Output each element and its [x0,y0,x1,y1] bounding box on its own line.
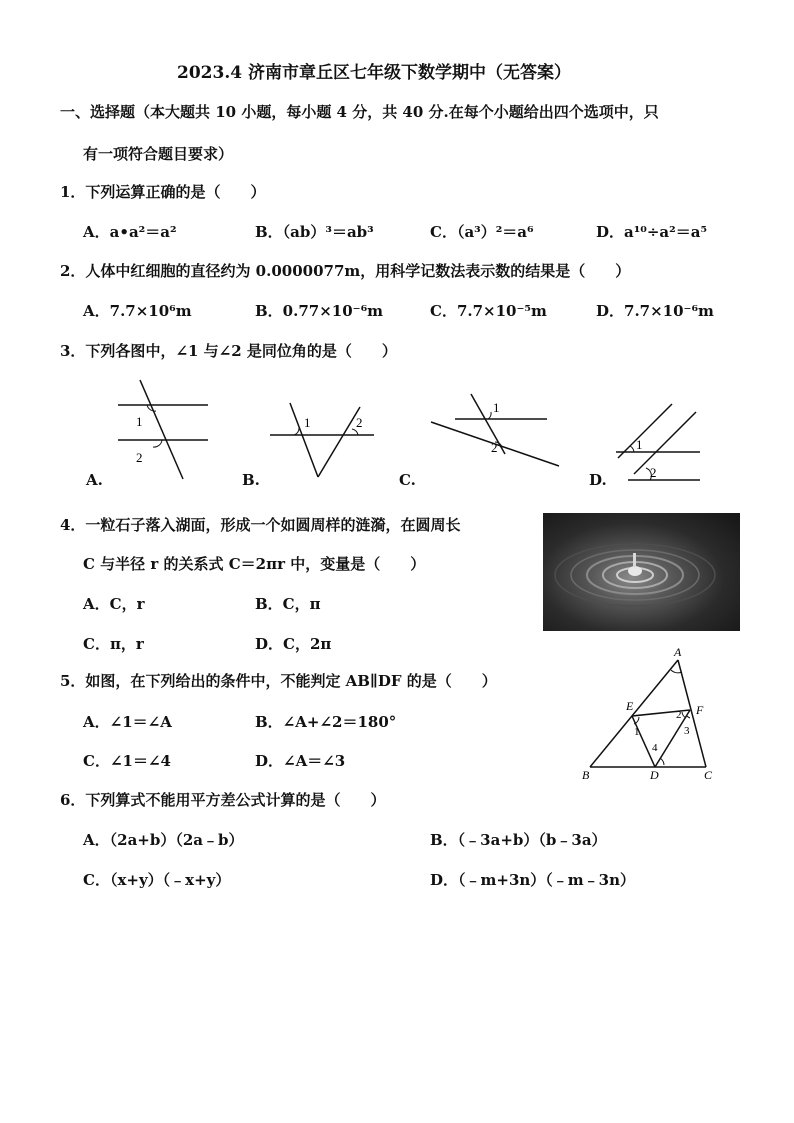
q4-option-b: B．C，π [255,595,321,613]
q2-option-c: C．7.7×10⁻⁵m [430,302,547,320]
q5-label-3: 3 [684,725,690,737]
ripple-photo [543,513,740,631]
q4-stem-line2: C 与半径 r 的关系式 C＝2πr 中，变量是（ ） [83,555,426,573]
section-heading-line1: 一、选择题（本大题共 10 小题，每小题 4 分，共 40 分.在每个小题给出四个选项中，只 [60,103,659,121]
q6-option-d: D．（﹣m+3n）（﹣m﹣3n） [430,871,636,889]
q5-label-4: 4 [652,742,658,754]
q5-option-a: A．∠1＝∠A [83,713,172,731]
q4-option-a: A．C，r [83,595,145,613]
q5-label-E: E [626,699,634,713]
q3-c-label-1: 1 [493,400,500,415]
q6-option-a: A．（2a+b）（2a﹣b） [83,831,244,849]
q3-c-label-2: 2 [491,440,498,455]
q3-figure-b [262,395,382,485]
q6-option-b: B．（﹣3a+b）（b﹣3a） [430,831,607,849]
q1-option-d: D．a¹⁰÷a²＝a⁵ [596,223,708,241]
q2-stem: 2．人体中红细胞的直径约为 0.0000077m，用科学记数法表示数的结果是（ ） [60,262,631,280]
q5-triangle-figure [576,644,736,784]
q1-stem: 1．下列运算正确的是（ ） [60,183,266,201]
q4-option-c: C．π，r [83,635,144,653]
q6-option-c: C．（x+y）（﹣x+y） [83,871,231,889]
q4-stem-line1: 4．一粒石子落入湖面，形成一个如圆周样的涟漪，在圆周长 [60,516,461,534]
q5-option-b: B．∠A+∠2＝180° [255,713,397,731]
q3-option-c: C. [399,471,416,489]
q5-option-d: D．∠A＝∠3 [255,752,346,770]
q3-d-label-1: 1 [636,437,643,452]
q3-b-label-1: 1 [304,415,311,430]
q5-label-C: C [704,768,713,782]
q5-label-A: A [674,645,682,659]
q5-label-B: B [582,768,590,782]
q3-figure-d [612,400,712,485]
q3-option-d: D. [589,471,607,489]
q1-option-a: A．a•a²＝a² [83,223,177,241]
q2-option-a: A．7.7×10⁶m [83,302,192,320]
q3-option-a: A. [86,471,103,489]
q3-option-b: B. [242,471,260,489]
page-title: 2023.4 济南市章丘区七年级下数学期中（无答案） [177,63,571,83]
q2-option-d: D．7.7×10⁻⁶m [596,302,714,320]
q5-option-c: C．∠1＝∠4 [83,752,171,770]
q1-option-c: C．（a³）²＝a⁶ [430,223,534,241]
q3-a-label-1: 1 [136,414,143,429]
q1-option-b: B．（ab）³＝ab³ [255,223,374,241]
q5-label-1: 1 [634,726,640,738]
q3-figure-c [425,392,565,472]
q5-stem: 5．如图，在下列给出的条件中，不能判定 AB∥DF 的是（ ） [60,672,497,690]
q5-label-F: F [696,703,704,717]
q3-a-label-2: 2 [136,450,143,465]
q3-b-label-2: 2 [356,415,363,430]
q5-label-2: 2 [676,709,682,721]
q5-label-D: D [650,768,659,782]
q3-figure-a [110,375,210,485]
q4-option-d: D．C，2π [255,635,332,653]
section-heading-line2: 有一项符合题目要求） [83,145,234,163]
q2-option-b: B．0.77×10⁻⁶m [255,302,384,320]
q6-stem: 6．下列算式不能用平方差公式计算的是（ ） [60,791,386,809]
q3-stem: 3．下列各图中，∠1 与∠2 是同位角的是（ ） [60,342,397,360]
q3-d-label-2: 2 [650,465,657,480]
